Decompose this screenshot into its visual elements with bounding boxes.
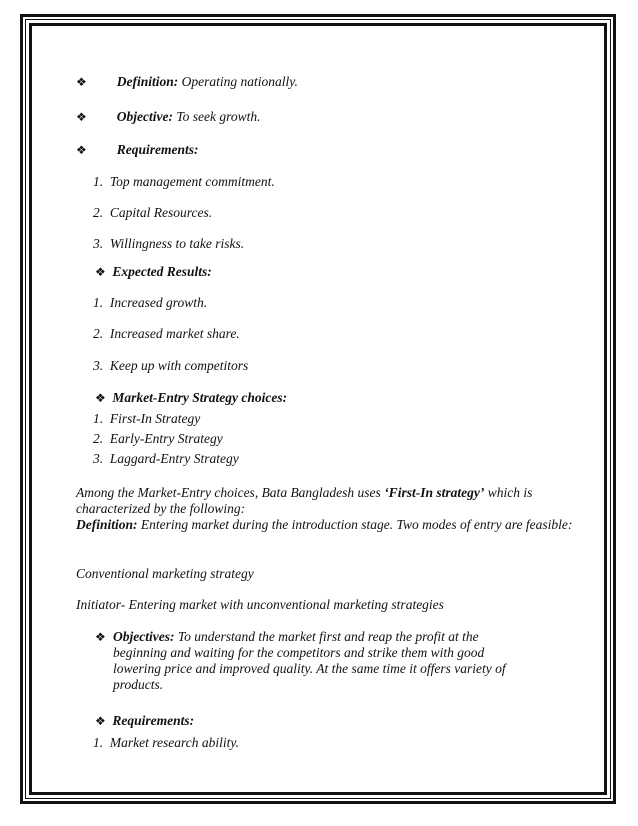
list-item: [93, 205, 212, 221]
bullet-expected-results: [95, 264, 212, 280]
list-text: Willingness to take risks.: [109, 236, 245, 251]
list-number: 2.: [93, 205, 104, 220]
paragraph-first-in: [76, 485, 576, 517]
list-number: 3.: [93, 451, 104, 466]
bullet-label: Definition:: [116, 74, 179, 89]
bullet-definition: [76, 74, 298, 90]
list-item: [93, 735, 239, 751]
list-item: [93, 236, 244, 252]
list-text: Capital Resources.: [109, 205, 213, 220]
list-item: [93, 451, 239, 467]
list-number: 1.: [93, 174, 104, 189]
list-item: [93, 174, 275, 190]
bullet-objectives: [95, 629, 109, 645]
definition-label: Definition:: [76, 517, 138, 532]
diamond-bullet-icon: ❖: [76, 75, 87, 89]
diamond-bullet-icon: ❖: [95, 265, 106, 279]
bullet-label: Expected Results:: [112, 264, 212, 279]
list-number: 1.: [93, 735, 104, 750]
objectives-paragraph: [113, 629, 533, 693]
conventional-line: Conventional marketing strategy: [76, 566, 254, 581]
list-text: Market research ability.: [109, 735, 239, 750]
bullet-label: Objective:: [116, 109, 173, 124]
initiator-line: Initiator- Entering market with unconventional marketing strategies: [76, 597, 444, 612]
list-text: Keep up with competitors: [109, 358, 249, 373]
list-number: 1.: [93, 411, 104, 426]
list-number: 2.: [93, 326, 104, 341]
diamond-bullet-icon: ❖: [95, 714, 106, 728]
list-number: 2.: [93, 431, 104, 446]
diamond-bullet-icon: ❖: [95, 630, 106, 644]
list-text: Laggard-Entry Strategy: [109, 451, 239, 466]
list-text: Increased growth.: [109, 295, 208, 310]
list-item: [93, 295, 207, 311]
bullet-market-entry: [95, 390, 287, 406]
bullet-label: Requirements:: [116, 142, 199, 157]
bullet-label: Market-Entry Strategy choices:: [112, 390, 288, 405]
bullet-text: Operating nationally.: [181, 74, 298, 89]
list-text: Early-Entry Strategy: [109, 431, 223, 446]
list-number: 3.: [93, 236, 104, 251]
paragraph-text: which is characterized by the following:: [76, 485, 533, 516]
objectives-label: Objectives:: [113, 629, 175, 644]
list-text: First-In Strategy: [109, 411, 201, 426]
diamond-bullet-icon: ❖: [76, 143, 87, 157]
bullet-objective: [76, 109, 260, 125]
paragraph-definition: [76, 517, 576, 533]
list-item: [93, 326, 240, 342]
list-number: 3.: [93, 358, 104, 373]
bullet-label: Requirements:: [112, 713, 195, 728]
list-text: Increased market share.: [109, 326, 240, 341]
paragraph-text: To understand the market first and reap the profit at the beginning and waiting for the competitors and strike them with good lowering price and improved quality. At the same time it offers variety of products.: [113, 629, 506, 692]
paragraph-text: Entering market during the introduction stage. Two modes of entry are feasible:: [137, 517, 573, 532]
bullet-requirements-2: [95, 713, 194, 729]
diamond-bullet-icon: ❖: [76, 110, 87, 124]
list-item: [93, 358, 248, 374]
list-text: Top management commitment.: [109, 174, 275, 189]
strategy-name: ‘First-In strategy’: [384, 485, 485, 500]
list-item: [93, 411, 200, 427]
list-number: 1.: [93, 295, 104, 310]
diamond-bullet-icon: ❖: [95, 391, 106, 405]
bullet-text: To seek growth.: [176, 109, 261, 124]
list-item: [93, 431, 223, 447]
bullet-requirements: [76, 142, 199, 158]
paragraph-text: Among the Market-Entry choices, Bata Bangladesh uses: [76, 485, 385, 500]
